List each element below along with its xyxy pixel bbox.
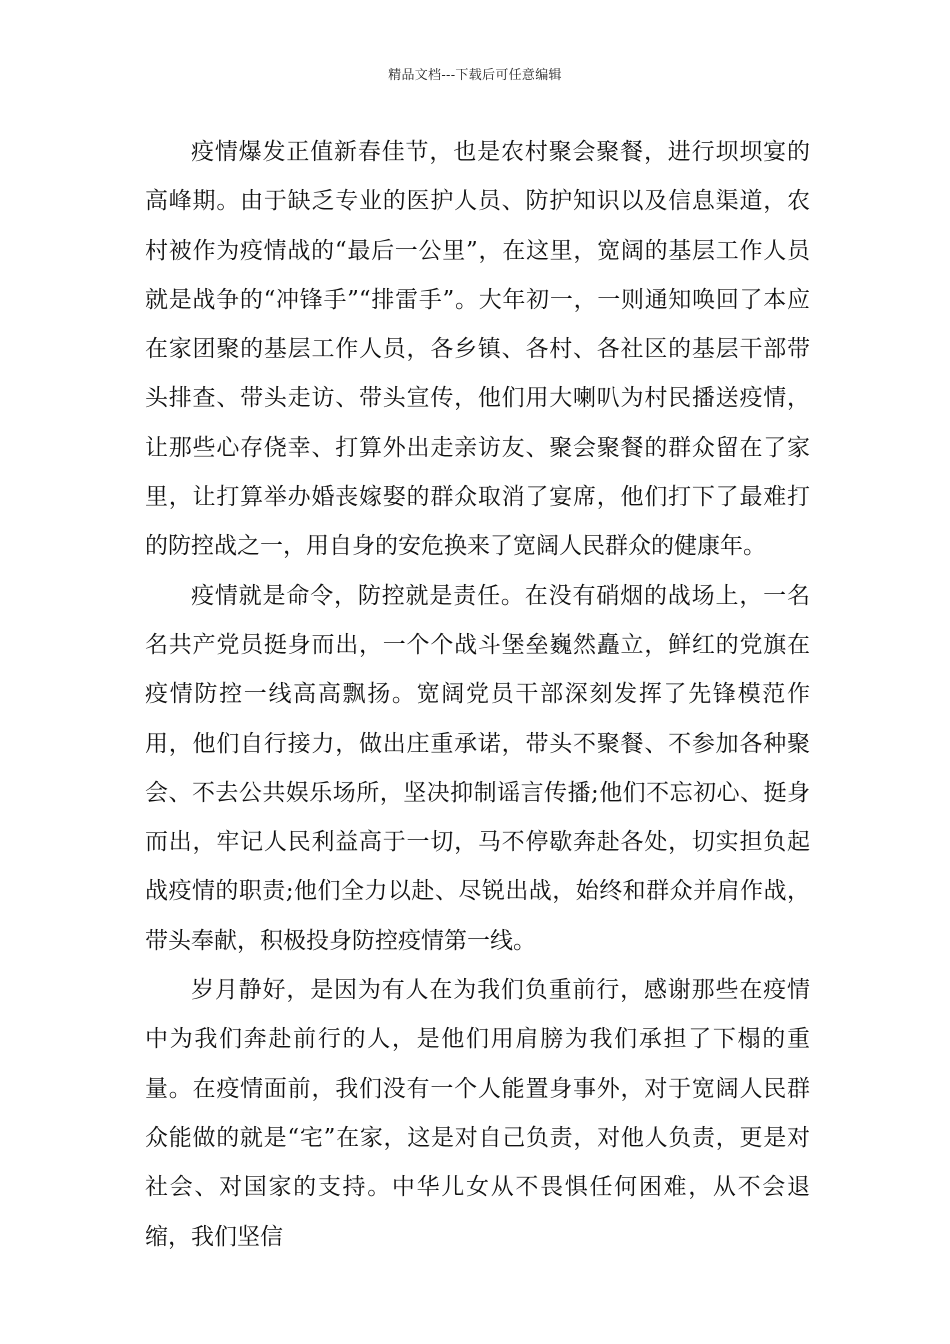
paragraph-1: 疫情爆发正值新春佳节，也是农村聚会聚餐，进行坝坝宴的高峰期。由于缺乏专业的医护人员、防护知识以及信息渠道，农村被作为疫情战的“最后一公里”，在这里，宽阔的基层工作人员就是战争的“冲锋手”“排雷手”。大年初一，一则通知唤回了本应在家团聚的基层工作人员，各乡镇、各村、各社区的基层干部带头排查、带头走访、带头宣传，他们用大喇叭为村民播送疫情，让那些心存侥幸、打算外出走亲访友、聚会聚餐的群众留在了家里，让打算举办婚丧嫁娶的群众取消了宴席，他们打下了最难打的防控战之一，用自身的安危换来了宽阔人民群众的健康年。 bbox=[145, 139, 810, 560]
paragraph-3: 岁月静好，是因为有人在为我们负重前行，感谢那些在疫情中为我们奔赴前行的人，是他们用肩膀为我们承担了下榻的重量。在疫情面前，我们没有一个人能置身事外，对于宽阔人民群众能做的就是“宅”在家，这是对自己负责，对他人负责，更是对社会、对国家的支持。中华儿女从不畏惧任何困难，从不会退缩，我们坚信 bbox=[145, 977, 810, 1250]
paragraph-2: 疫情就是命令，防控就是责任。在没有硝烟的战场上，一名名共产党员挺身而出，一个个战斗堡垒巍然矗立，鲜红的党旗在疫情防控一线高高飘扬。宽阔党员干部深刻发挥了先锋模范作用，他们自行接力，做出庄重承诺，带头不聚餐、不参加各种聚会、不去公共娱乐场所，坚决抑制谣言传播;他们不忘初心、挺身而出，牢记人民利益高于一切，马不停歇奔赴各处，切实担负起战疫情的职责;他们全力以赴、尽锐出战，始终和群众并肩作战，带头奉献，积极投身防控疫情第一线。 bbox=[145, 582, 810, 954]
document-body bbox=[145, 128, 810, 1262]
page-header: 精品文档---下载后可任意编辑 bbox=[388, 68, 562, 83]
